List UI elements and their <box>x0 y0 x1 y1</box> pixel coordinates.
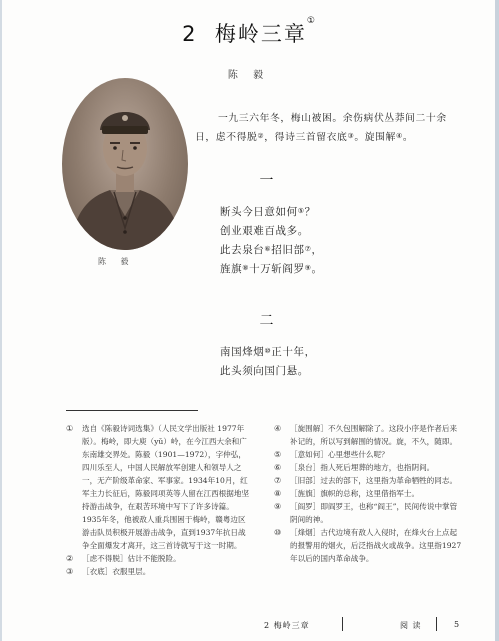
footnote: ④ ［旋围解］不久包围解除了。这段小序是作者后来补记的，所以写到解围的情况。旋，不久，随即。 <box>274 424 458 446</box>
textbook-page <box>2 0 495 641</box>
poem-line: 南国烽烟⑩正十年， <box>220 346 316 358</box>
lesson-title-text: 梅岭三章 <box>214 22 307 46</box>
footnote-divider <box>66 410 198 411</box>
note-mark: ② <box>257 132 265 140</box>
title-note-mark: ① <box>306 16 315 26</box>
preface-text: ，得诗三首留衣底 <box>264 132 348 143</box>
poem-line: 此去泉台⑥招旧部⑦， <box>220 244 323 256</box>
author-name: 陈 毅 <box>227 70 270 81</box>
lesson-title <box>2 18 495 48</box>
poem-preface <box>195 109 465 147</box>
section-heading-1: 一 <box>259 173 274 189</box>
footnotes-right-column <box>274 422 462 565</box>
section-heading-2: 二 <box>259 313 274 329</box>
poem-stanza-2 <box>220 343 316 381</box>
author-portrait <box>62 78 188 250</box>
portrait-caption: 陈 毅 <box>98 257 135 266</box>
poem-line: 断头今日意如何⑤？ <box>220 206 316 218</box>
preface-text: 。 <box>402 132 414 143</box>
lesson-number: 2 <box>182 22 198 46</box>
footnote: ⑤ ［意如何］心里想些什么呢？ <box>274 450 389 459</box>
poem-line: 此头须向国门悬。 <box>220 365 309 377</box>
footer-divider <box>342 617 343 631</box>
preface-text: 。旋围解 <box>354 132 396 143</box>
footnote: ⑧ ［旌旗］旗帜的总称，这里借指军士。 <box>274 489 420 498</box>
note-mark: ④ <box>395 132 403 140</box>
footnotes-left-column <box>66 422 252 578</box>
footnote: ⑨ ［阎罗］即阎罗王，也称“阎王”，民间传说中掌管阴间的神。 <box>274 502 458 524</box>
footnote: ① 选自《陈毅诗词选集》（人民文学出版社 1977年版）。梅岭，即大庾（yǔ）岭，在今江西大余和广东南雄交界处。陈毅（1901—1972），字仲弘，四川乐至人，中国人民解放军创建人和领导人之一，无产阶级革命家、军事家。1934年10月，红军主力长征后，陈毅同项英等人留在江西根据地坚持游击战争，在艰苦环境中写下了许多诗篇。1935年冬，他被敌人重兵围困于梅岭，赣粤边区游击队员积极开展游击战争，直到1937年抗日战争全面爆发才离开，这三首诗就写于这一时期。 <box>66 424 250 550</box>
poem-line: 创业艰难百战多。 <box>220 225 309 237</box>
footer-unit: 阅 读 <box>400 621 422 630</box>
footnote: ② ［虑不得脱］估计不能脱险。 <box>66 554 181 563</box>
footnote: ③ ［衣底］衣服里层。 <box>66 567 151 576</box>
poem-stanza-1 <box>220 203 323 279</box>
footer-divider <box>436 617 437 631</box>
footnote: ⑦ ［旧部］过去的部下，这里指为革命牺牲的同志。 <box>274 476 458 485</box>
preface-text: 一九三六年冬，梅山被困。余伤病伏丛莽间二十余日，虑不得脱 <box>195 113 447 143</box>
footer-chapter: 2 梅岭三章 <box>264 621 310 630</box>
footnote: ⑩ ［烽烟］古代边境有敌人入侵时，在烽火台上点起的报警用的烟火，后泛指战火或战争。这里指1927年以后的国内革命战争。 <box>274 528 462 563</box>
window-edge <box>495 0 499 641</box>
footnote: ⑥ ［泉台］指人死后埋葬的地方，也指阴间。 <box>274 463 435 472</box>
page-number: 5 <box>454 620 461 629</box>
note-mark: ③ <box>347 132 355 140</box>
poem-line: 旌旗⑧十万斩阎罗⑨。 <box>220 263 323 275</box>
